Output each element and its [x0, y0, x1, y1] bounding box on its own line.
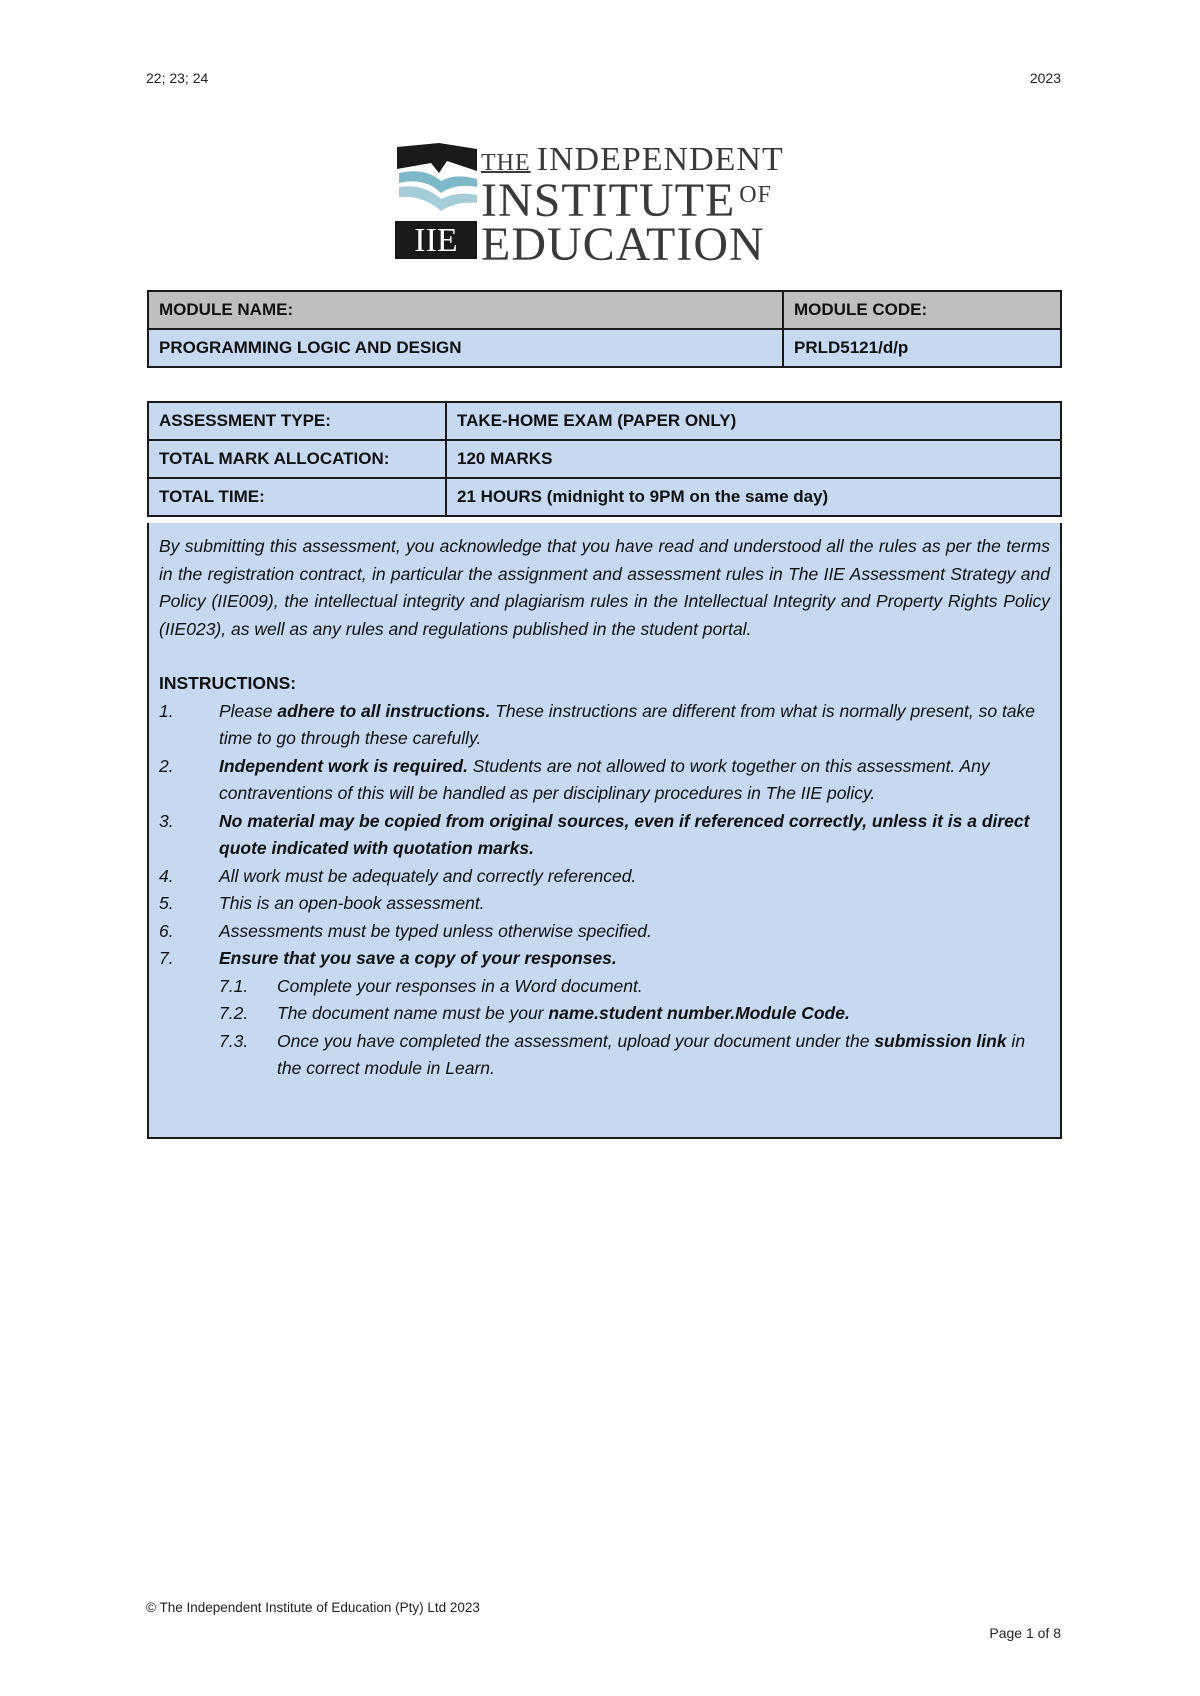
- table-row: [148, 478, 1061, 516]
- item-number: 7.3.: [219, 1030, 249, 1051]
- item-number: 4.: [159, 865, 174, 886]
- page-number: Page 1 of 8: [989, 1625, 1061, 1641]
- module-table: [147, 290, 1062, 368]
- total-mark-value: 120 MARKS: [446, 440, 1061, 478]
- module-name-label: MODULE NAME:: [148, 291, 783, 329]
- item-number: 2.: [159, 755, 174, 776]
- assessment-table: [147, 401, 1062, 517]
- total-mark-label: TOTAL MARK ALLOCATION:: [148, 440, 446, 478]
- logo-independent: INDEPENDENT: [536, 141, 784, 178]
- sub-list-item: [159, 1000, 1050, 1028]
- list-item: [159, 918, 1050, 946]
- module-name-value: PROGRAMMING LOGIC AND DESIGN: [148, 329, 783, 367]
- list-item: [159, 863, 1050, 891]
- table-row: [148, 440, 1061, 478]
- item-text: Assessments must be typed unless otherwise specified.: [219, 920, 652, 941]
- list-item: [159, 945, 1050, 973]
- logo-education: EDUCATION: [481, 218, 765, 271]
- item-bold: Ensure that you save a copy of your responses.: [219, 948, 617, 968]
- logo-book-icon: [395, 143, 481, 261]
- item-text: Once you have completed the assessment, upload your document under the: [277, 1030, 875, 1051]
- logo-institute: INSTITUTE: [481, 174, 736, 227]
- item-bold: name.student number.Module Code.: [548, 1003, 850, 1023]
- list-item: [159, 753, 1050, 808]
- item-text: These instructions are different from what is normally present, so take time to go through these carefully.: [219, 700, 1036, 748]
- logo-the: THE: [481, 150, 531, 176]
- item-text: The document name must be your: [277, 1003, 549, 1023]
- list-item: [159, 890, 1050, 918]
- total-time-value: 21 HOURS (midnight to 9PM on the same day): [446, 478, 1061, 516]
- item-number: 5.: [159, 893, 174, 913]
- item-number: 3.: [159, 810, 174, 831]
- item-number: 6.: [159, 920, 174, 941]
- instructions-heading: INSTRUCTIONS:: [159, 673, 297, 693]
- assessment-type-value: TAKE-HOME EXAM (PAPER ONLY): [446, 402, 1061, 440]
- item-bold: adhere to all instructions.: [277, 700, 491, 721]
- acknowledgement-text: By submitting this assessment, you acknowledge that you have read and understood all the rules as per the terms in the registration contract, in particular the assignment and assessment rules in The IIE Assessment Strategy and Policy (IIE009), the intellectual integrity and plagiarism rules in the Intellectual Integrity and Property Rights Policy (IIE023), as well as any rules and regulations published in the student portal.: [159, 536, 1050, 639]
- sub-list-item: [159, 973, 1050, 1001]
- item-number: 7.2.: [219, 1003, 249, 1023]
- item-text: Please: [219, 700, 278, 721]
- module-code-label: MODULE CODE:: [783, 291, 1061, 329]
- list-item: [159, 808, 1050, 863]
- sub-list-item: [159, 1028, 1050, 1083]
- item-text: This is an open-book assessment.: [219, 893, 485, 913]
- module-code-value: PRLD5121/d/p: [783, 329, 1061, 367]
- item-bold: submission link: [874, 1030, 1007, 1051]
- item-number: 1.: [159, 700, 174, 721]
- item-text: Complete your responses in a Word document.: [277, 975, 643, 996]
- item-bold: No material may be copied from original sources, even if referenced correctly, unless it is a direct quote indicated with quotation marks.: [219, 810, 1030, 858]
- logo-mark-text: IIE: [414, 222, 458, 259]
- list-item: [159, 698, 1050, 753]
- table-row: [148, 402, 1061, 440]
- total-time-label: TOTAL TIME:: [148, 478, 446, 516]
- assessment-type-label: ASSESSMENT TYPE:: [148, 402, 446, 440]
- header-left: 22; 23; 24: [146, 70, 209, 86]
- item-number: 7.: [159, 948, 174, 968]
- instructions-box: [147, 523, 1062, 1139]
- footer-copyright: © The Independent Institute of Education (Pty) Ltd 2023: [146, 1600, 480, 1615]
- item-text: in the correct module in Learn.: [277, 1030, 1026, 1078]
- item-text: Students are not allowed to work together on this assessment. Any contraventions of this will be handled as per disciplinary procedures in The IIE policy.: [219, 755, 990, 803]
- item-bold: Independent work is required.: [219, 755, 468, 776]
- iie-logo: [395, 141, 815, 271]
- header-right: 2023: [1029, 70, 1061, 86]
- item-text: All work must be adequately and correctly referenced.: [219, 865, 637, 886]
- logo-of: OF: [739, 182, 772, 208]
- item-number: 7.1.: [219, 975, 249, 996]
